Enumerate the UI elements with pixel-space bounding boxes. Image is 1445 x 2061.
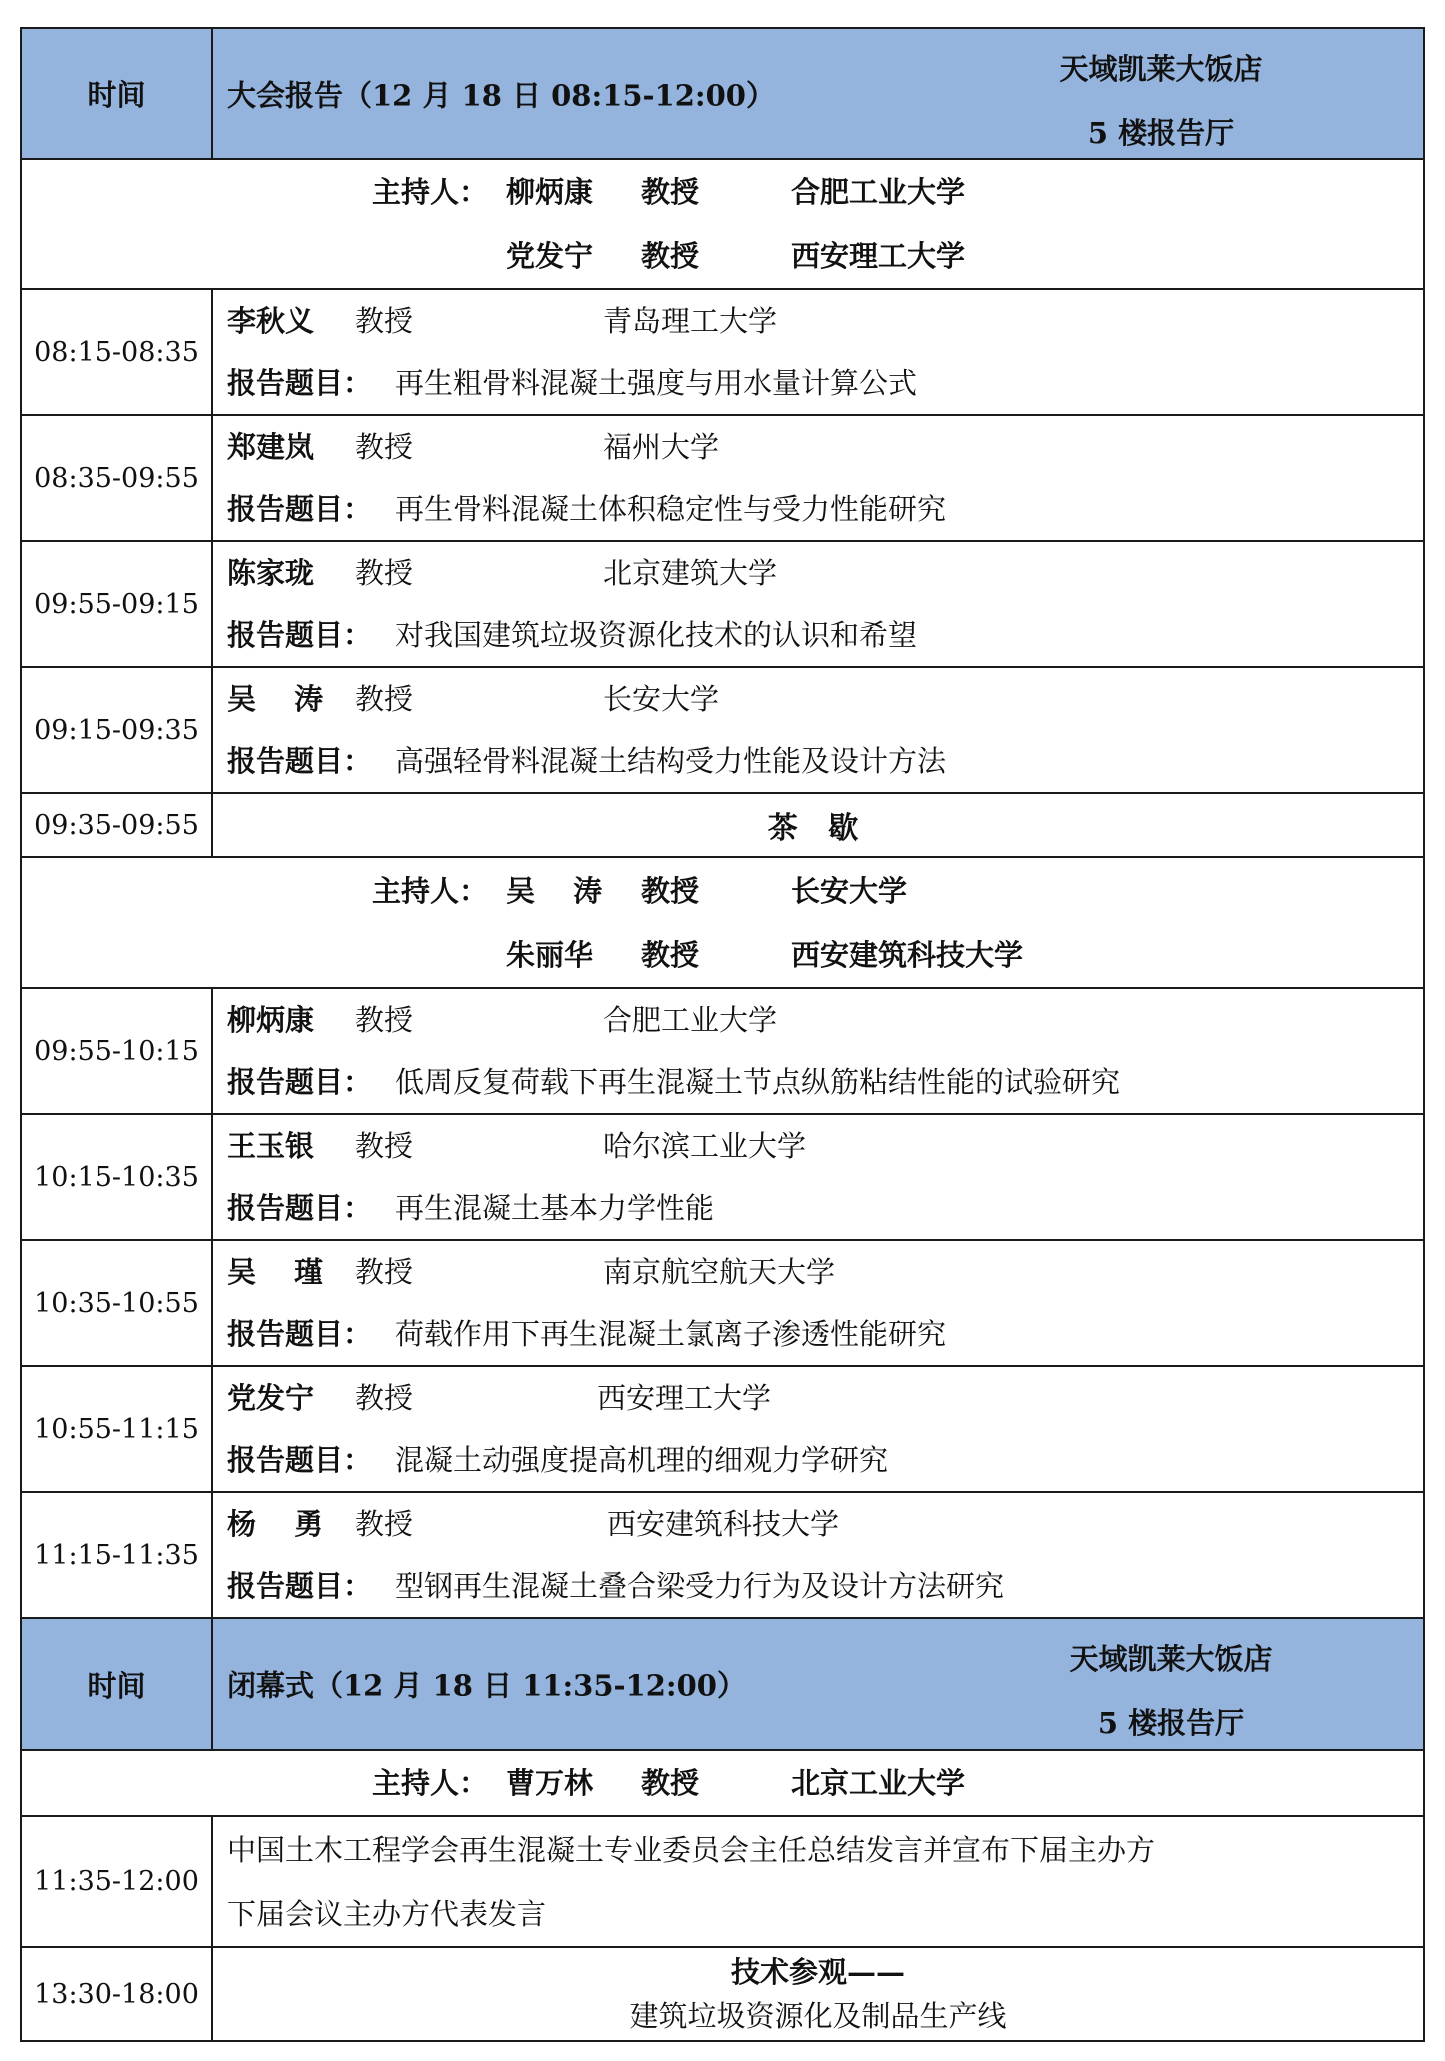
host-title: 教授 <box>641 873 700 908</box>
hosts-cell-3 <box>21 1750 1424 1816</box>
speaker-line <box>213 290 1423 352</box>
tour-row <box>21 1947 1424 2041</box>
speaker-title: 教授 <box>355 304 414 338</box>
host-name: 柳炳康 <box>506 175 594 209</box>
topic-text: 再生粗骨料混凝土强度与用水量计算公式 <box>395 366 918 400</box>
speaker-org: 福州大学 <box>603 430 720 464</box>
topic-label: 报告题目： <box>227 618 373 652</box>
host-prefix: 主持人： <box>372 873 489 908</box>
topic-label: 报告题目： <box>227 744 373 778</box>
topic-text: 高强轻骨料混凝土结构受力性能及设计方法 <box>395 744 947 778</box>
hosts-row-2 <box>21 857 1424 988</box>
talk-row <box>21 667 1424 793</box>
speaker-line <box>213 1367 1423 1429</box>
talk-cell <box>212 1114 1424 1240</box>
closing-speech-line: 中国土木工程学会再生混凝土专业委员会主任总结发言并宣布下届主办方 <box>227 1832 1156 1867</box>
talk-cell <box>212 289 1424 415</box>
host-org: 北京工业大学 <box>791 1766 966 1800</box>
topic-text: 荷载作用下再生混凝土氯离子渗透性能研究 <box>395 1317 947 1351</box>
topic-text: 混凝土动强度提高机理的细观力学研究 <box>395 1443 889 1477</box>
tour-cell <box>212 1947 1424 2041</box>
speaker-name: 李秋义 <box>227 304 315 338</box>
speaker-name: 陈家珑 <box>227 556 315 590</box>
speaker-name: 党发宁 <box>227 1381 315 1415</box>
speaker-org: 北京建筑大学 <box>603 556 778 590</box>
closing-header-row <box>21 1618 1424 1750</box>
speaker-line <box>213 1115 1423 1177</box>
talk-time: 10:55-11:15 <box>21 1366 212 1492</box>
host-line <box>22 160 1423 224</box>
host-org: 西安建筑科技大学 <box>791 937 1024 972</box>
topic-line <box>213 1555 1423 1617</box>
speaker-name: 吴 涛 <box>227 682 338 716</box>
talk-time: 09:15-09:35 <box>21 667 212 793</box>
plenary-venue <box>1041 37 1281 165</box>
topic-label: 报告题目： <box>227 492 373 526</box>
topic-line <box>213 1051 1423 1113</box>
topic-text: 对我国建筑垃圾资源化技术的认识和希望 <box>395 618 918 652</box>
talk-row <box>21 289 1424 415</box>
speaker-org: 合肥工业大学 <box>603 1003 778 1037</box>
host-title: 教授 <box>641 937 700 972</box>
speaker-name: 杨 勇 <box>227 1507 338 1541</box>
topic-line <box>213 604 1423 666</box>
talk-row <box>21 415 1424 541</box>
speaker-title: 教授 <box>355 556 414 590</box>
plenary-venue-hall: 5 楼报告厅 <box>1087 116 1235 150</box>
host-name: 党发宁 <box>506 239 594 273</box>
talk-time: 08:35-09:55 <box>21 415 212 541</box>
topic-line <box>213 1303 1423 1365</box>
closing-session-cell <box>212 1816 1424 1947</box>
talk-cell <box>212 1240 1424 1366</box>
plenary-title: 大会报告（12 月 18 日 08:15-12:00） <box>227 78 775 112</box>
closing-venue-hall: 5 楼报告厅 <box>1097 1706 1245 1740</box>
speaker-line <box>213 1241 1423 1303</box>
speaker-title: 教授 <box>355 1129 414 1163</box>
host-title: 教授 <box>641 1766 700 1800</box>
talk-cell <box>212 1492 1424 1618</box>
plenary-header-cell <box>212 28 1424 159</box>
talk-time: 08:15-08:35 <box>21 289 212 415</box>
topic-text: 型钢再生混凝土叠合梁受力行为及设计方法研究 <box>395 1569 1005 1603</box>
talk-time: 10:35-10:55 <box>21 1240 212 1366</box>
host-line <box>22 1751 1423 1815</box>
tour-title: 技术参观—— <box>730 1955 905 1989</box>
plenary-venue-hotel: 天域凯莱大饭店 <box>1059 52 1263 86</box>
host-org: 长安大学 <box>791 873 908 908</box>
speaker-title: 教授 <box>355 1507 414 1541</box>
topic-text: 低周反复荷载下再生混凝土节点纵筋粘结性能的试验研究 <box>395 1065 1121 1099</box>
talk-cell <box>212 1366 1424 1492</box>
speaker-title: 教授 <box>355 1255 414 1289</box>
host-name: 曹万林 <box>506 1766 594 1800</box>
hosts-row-3 <box>21 1750 1424 1816</box>
hosts-cell-1 <box>21 159 1424 289</box>
host-prefix: 主持人： <box>372 1766 489 1800</box>
closing-venue-hotel: 天域凯莱大饭店 <box>1069 1642 1273 1676</box>
topic-line <box>213 730 1423 792</box>
closing-speech-line: 下届会议主办方代表发言 <box>227 1896 547 1931</box>
speaker-name: 吴 瑾 <box>227 1255 338 1289</box>
topic-label: 报告题目： <box>227 1065 373 1099</box>
host-org: 合肥工业大学 <box>791 175 966 209</box>
topic-label: 报告题目： <box>227 1317 373 1351</box>
tea-break-row <box>21 793 1424 857</box>
topic-text: 再生混凝土基本力学性能 <box>395 1191 715 1225</box>
host-title: 教授 <box>641 175 700 209</box>
closing-header-cell <box>212 1618 1424 1750</box>
talk-cell <box>212 415 1424 541</box>
tea-break-time: 09:35-09:55 <box>21 793 212 857</box>
speaker-org: 南京航空航天大学 <box>603 1255 836 1289</box>
talk-time: 11:15-11:35 <box>21 1492 212 1618</box>
speaker-org: 长安大学 <box>603 682 720 716</box>
plenary-time-label: 时间 <box>21 28 212 159</box>
talk-time: 09:55-10:15 <box>21 988 212 1114</box>
host-name: 吴 涛 <box>506 873 617 908</box>
topic-text: 再生骨料混凝土体积稳定性与受力性能研究 <box>395 492 947 526</box>
speaker-line <box>213 416 1423 478</box>
speaker-line <box>213 542 1423 604</box>
host-title: 教授 <box>641 239 700 273</box>
topic-line <box>213 1429 1423 1491</box>
speaker-line <box>213 1493 1423 1555</box>
closing-session-time: 11:35-12:00 <box>21 1816 212 1947</box>
host-org: 西安理工大学 <box>791 239 966 273</box>
speaker-name: 郑建岚 <box>227 430 315 464</box>
speaker-line <box>213 668 1423 730</box>
talk-time: 10:15-10:35 <box>21 1114 212 1240</box>
talk-row <box>21 1492 1424 1618</box>
conference-schedule-table <box>20 27 1425 2042</box>
speaker-line <box>213 989 1423 1051</box>
talk-row <box>21 1114 1424 1240</box>
speaker-org: 哈尔滨工业大学 <box>603 1129 807 1163</box>
host-line <box>22 923 1423 987</box>
talk-cell <box>212 988 1424 1114</box>
talk-row <box>21 1366 1424 1492</box>
speaker-name: 王玉银 <box>227 1129 315 1163</box>
speaker-name: 柳炳康 <box>227 1003 315 1037</box>
speaker-org: 西安理工大学 <box>597 1381 772 1415</box>
topic-label: 报告题目： <box>227 1443 373 1477</box>
talk-row <box>21 1240 1424 1366</box>
talk-row <box>21 541 1424 667</box>
closing-venue <box>1051 1627 1291 1755</box>
speaker-title: 教授 <box>355 1003 414 1037</box>
closing-session-row <box>21 1816 1424 1947</box>
hosts-cell-2 <box>21 857 1424 988</box>
closing-time-label: 时间 <box>21 1618 212 1750</box>
speaker-title: 教授 <box>355 682 414 716</box>
closing-title: 闭幕式（12 月 18 日 11:35-12:00） <box>227 1668 746 1703</box>
topic-line <box>213 352 1423 414</box>
talk-cell <box>212 667 1424 793</box>
speaker-org: 青岛理工大学 <box>603 304 778 338</box>
tour-subtitle: 建筑垃圾资源化及制品生产线 <box>629 1999 1007 2033</box>
talk-time: 09:55-09:15 <box>21 541 212 667</box>
tour-time: 13:30-18:00 <box>21 1947 212 2041</box>
host-line <box>22 859 1423 923</box>
speaker-title: 教授 <box>355 430 414 464</box>
host-line <box>22 224 1423 288</box>
topic-label: 报告题目： <box>227 1569 373 1603</box>
topic-line <box>213 1177 1423 1239</box>
talk-row <box>21 988 1424 1114</box>
topic-label: 报告题目： <box>227 366 373 400</box>
tea-break-label: 茶 歇 <box>212 793 1424 857</box>
hosts-row-1 <box>21 159 1424 289</box>
plenary-header-row <box>21 28 1424 159</box>
host-name: 朱丽华 <box>506 937 594 972</box>
speaker-org: 西安建筑科技大学 <box>607 1507 840 1541</box>
host-prefix: 主持人： <box>372 175 489 209</box>
talk-cell <box>212 541 1424 667</box>
speaker-title: 教授 <box>355 1381 414 1415</box>
topic-line <box>213 478 1423 540</box>
topic-label: 报告题目： <box>227 1191 373 1225</box>
